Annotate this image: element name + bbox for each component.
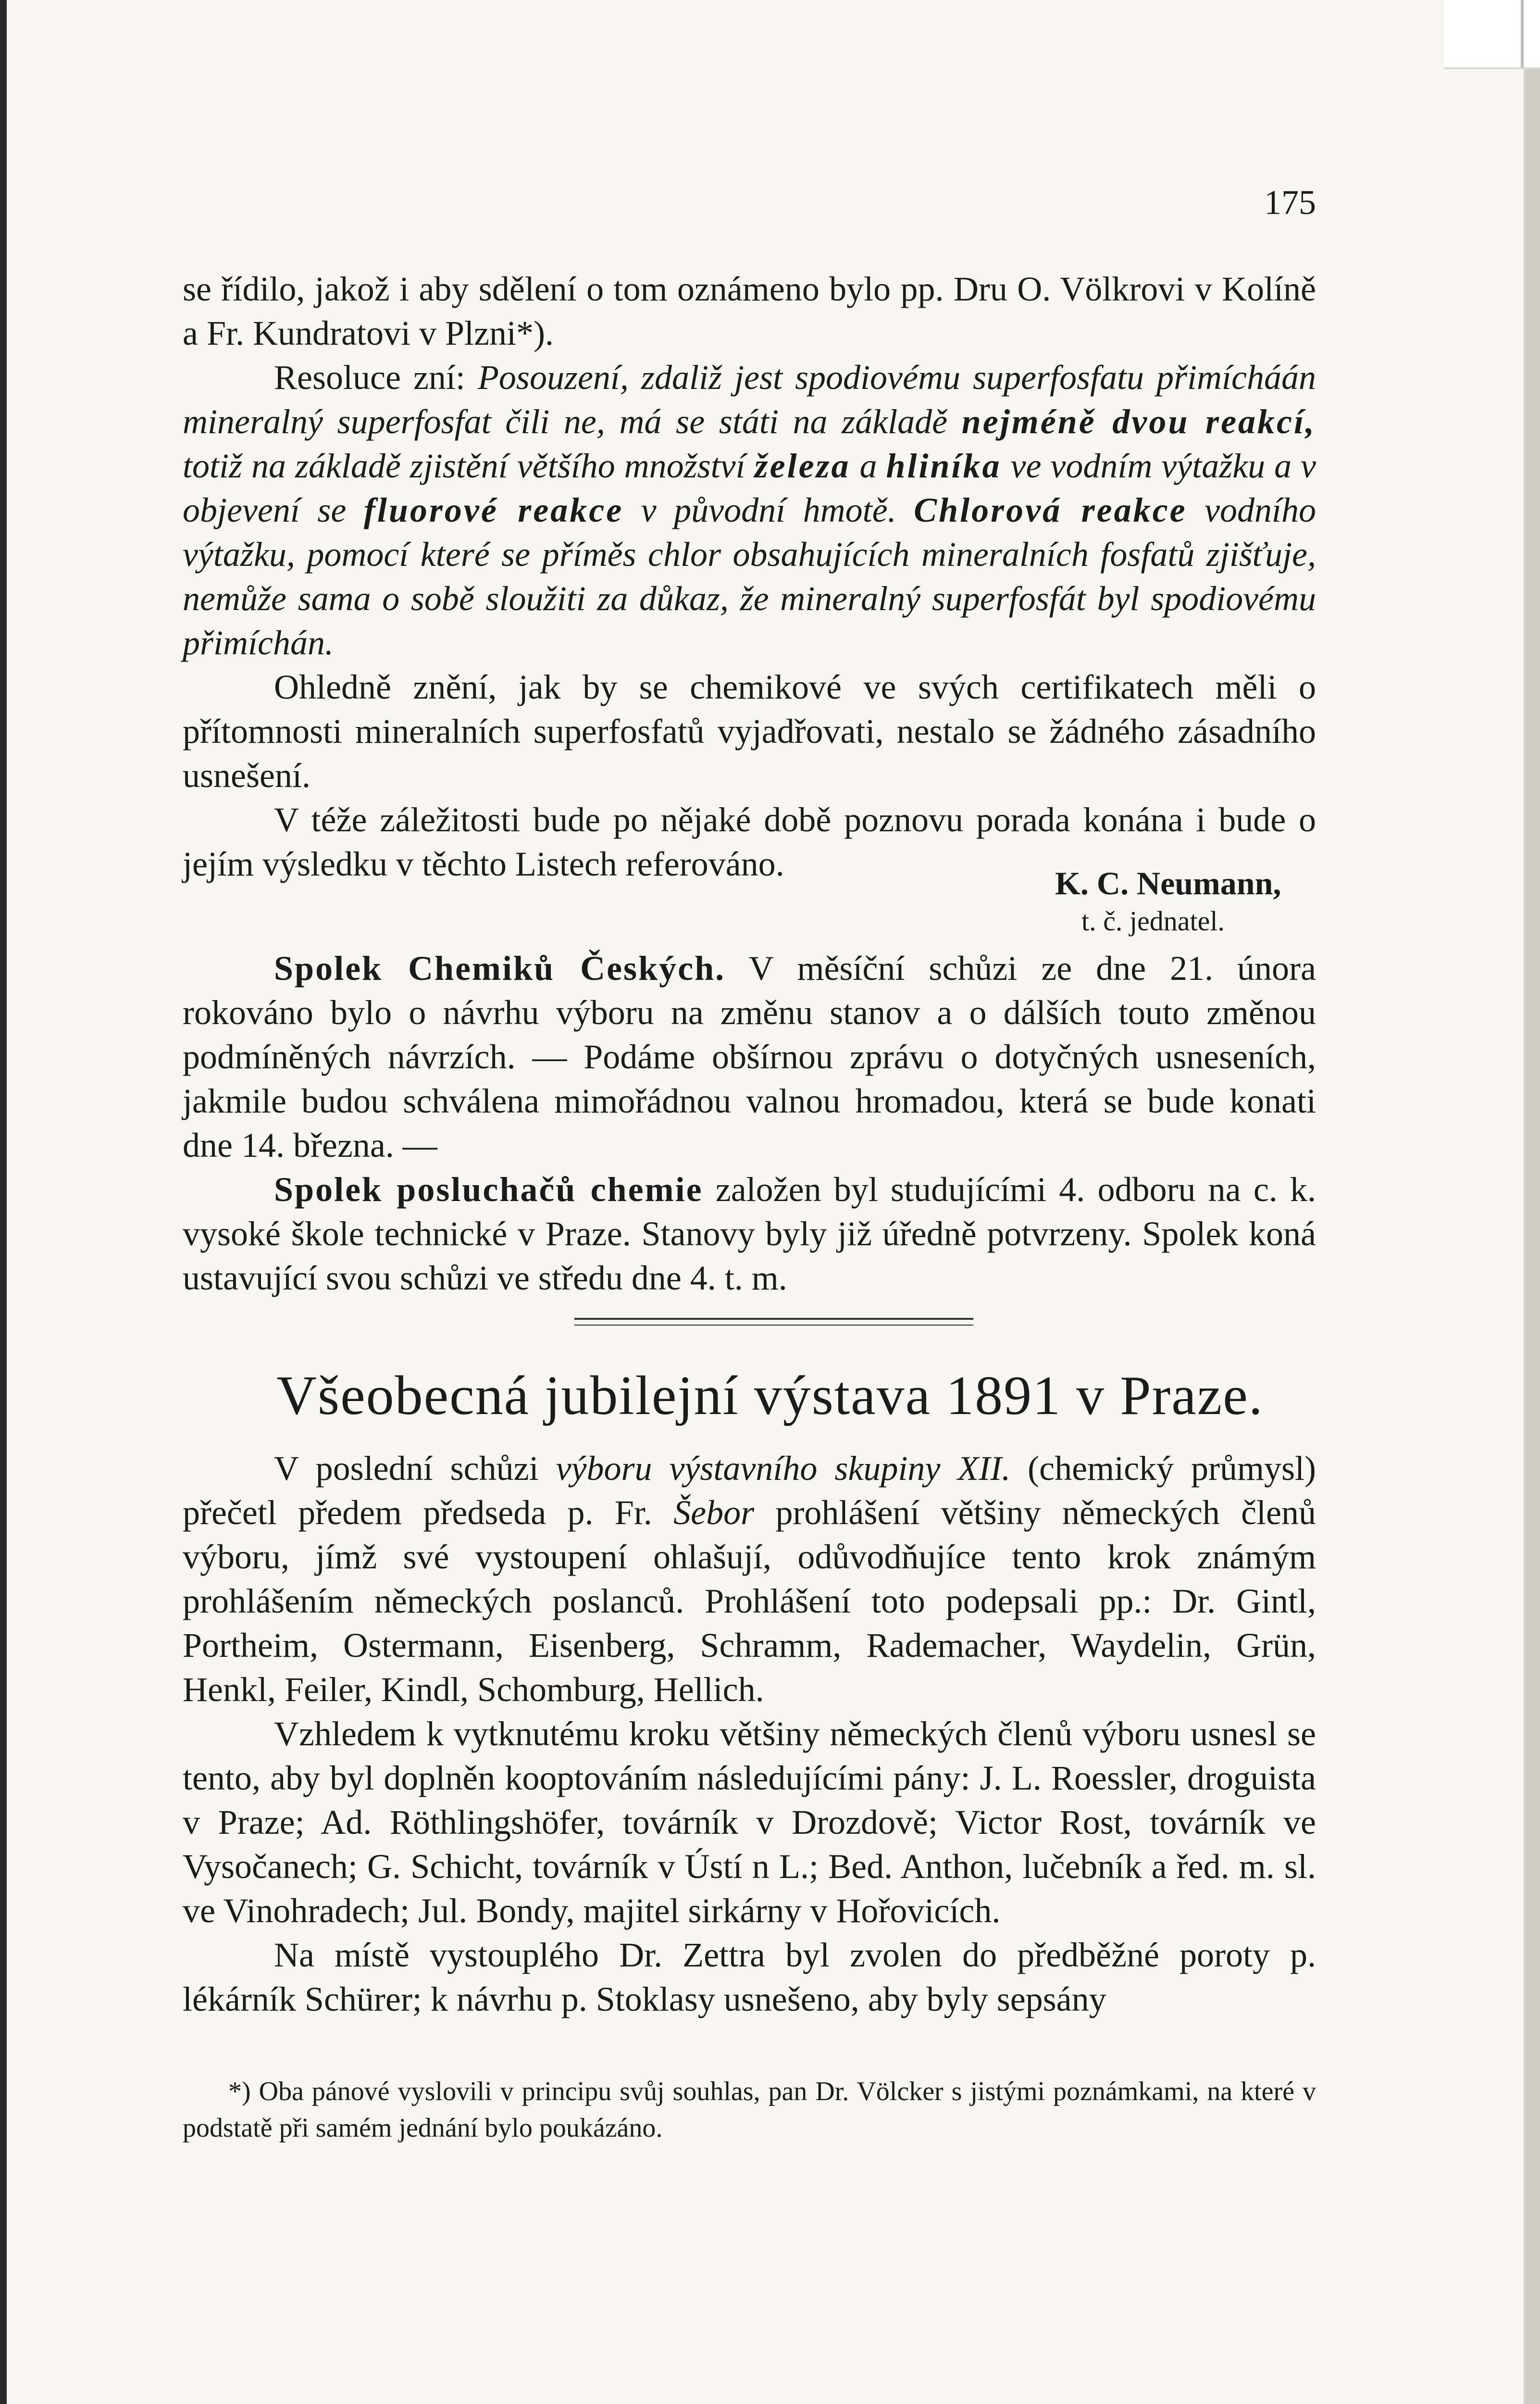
paragraph-jury: Na místě vystouplého Dr. Zettra byl zvolen do předběžné poroty p. lékárník Schürer; k návrhu p. Stoklasy usnešeno, aby byly sepsány	[183, 1936, 1316, 2018]
section-heading: Všeobecná jubilejní výstava 1891 v Praze.	[276, 1365, 1264, 1427]
society-text: V měsíční schůzi ze dne 21. února rokováno bylo o návrhu výboru na změnu stanov a o dálších touto změnou podmíněných návrzích. — Podáme obšírnou zprávu o dotyčných usneseních, jakmile budou schválena mimořádnou valnou hromadou, která se bude konati dne 14. března. —	[183, 949, 1316, 1164]
exhibition-text: (chemický průmysl) přečetl předem předseda p. Fr.	[183, 1449, 1316, 1532]
resolution-emphasis-fluorine: fluorové reakce	[363, 491, 624, 529]
exhibition-text: prohlášení většiny německých členů výboru, jímž své vystoupení ohlašují, odůvodňujíce tento krok známým prohlášením německých poslanců. Prohlášení toto podepsali pp.: Dr. Gintl, Portheim, Ostermann, Eisenberg, Schramm, Rademacher, Waydelin, Grün, Henkl, Feiler, Kindl, Schomburg, Hellich.	[183, 1493, 1316, 1709]
footnote: *) Oba pánové vyslovili v principu svůj souhlas, pan Dr. Völcker s jistými poznámkami, na které v podstatě při samém jednání bylo poukázáno.	[183, 2077, 1316, 2143]
resolution-text: vodního výtažku, pomocí které se příměs chlor obsahujících mineralních fosfatů zjišťuje, nemůže sama o sobě sloužiti za důkaz, že mineralný superfosfát byl spodiovému přimíchán.	[183, 491, 1316, 662]
page-number: 175	[1264, 183, 1316, 222]
body-text-societies	[183, 946, 1316, 1300]
resolution-emphasis-iron: železa	[754, 447, 851, 485]
body-text-exhibition	[183, 1446, 1316, 2021]
exhibition-text: V poslední schůzi	[274, 1449, 556, 1488]
society-text: založen byl studujícími 4. odboru na c. k. vysoké škole technické v Praze. Stanovy byly již úředně potvrzeny. Spolek koná ustavující svou schůzi ve středu dne 4. t. m.	[183, 1170, 1316, 1297]
committee-name: výboru výstavního skupiny XII.	[556, 1449, 1011, 1488]
paragraph-next-meeting: V téže záležitosti bude po nějaké době poznovu porada konána i bude o jejím výsledku v těchto Listech referováno.	[183, 801, 1316, 883]
resolution-text: v původní hmotě.	[623, 491, 914, 529]
paragraph-committee-meeting	[183, 1446, 1316, 1712]
resolution-text: Posouzení, zdaliž jest spodiovému superfosfatu přimícháán mineralný superfosfat čili ne, má se státi na základě	[183, 358, 1316, 441]
paragraph-certificates: Ohledně znění, jak by se chemikové ve svých certifikatech měli o přítomnosti mineralních superfosfatů vyjadřovati, nestalo se žádného zásadního usnešení.	[183, 668, 1316, 795]
resolution-emphasis-chlorine: Chlorová reakce	[914, 491, 1187, 529]
resolution-emphasis-aluminium: hliníka	[886, 447, 1002, 485]
society-name-chemists: Spolek Chemiků Českých.	[274, 949, 726, 988]
section-divider	[574, 1318, 973, 1326]
scan-left-edge	[0, 0, 7, 2404]
society-name-students: Spolek posluchačů chemie	[274, 1170, 703, 1209]
chairman-name: Šebor	[673, 1493, 755, 1532]
paragraph-resolution	[183, 355, 1316, 665]
paragraph-students-society	[183, 1167, 1316, 1300]
resolution-label: Resoluce zní:	[274, 358, 478, 397]
resolution-text: a	[850, 447, 886, 485]
signature-title: t. č. jednatel.	[1081, 905, 1225, 937]
body-text-top	[183, 267, 1316, 886]
paragraph-cooptation: Vzhledem k vytknutému kroku většiny německých členů výboru usnesl se tento, aby byl doplněn kooptováním následujícími pány: J. L. Roessler, droguista v Praze; Ad. Röthlingshöfer, továrník v Drozdově; Victor Rost, továrník ve Vysočanech; G. Schicht, továrník v Ústí n L.; Bed. Anthon, lučebník a řed. m. sl. ve Vinohradech; Jul. Bondy, majitel sirkárny v Hořovicích.	[183, 1715, 1316, 1930]
paragraph-intro: se řídilo, jakož i aby sdělení o tom oznámeno bylo pp. Dru O. Völkrovi v Kolíně a Fr. Kundratovi v Plzni*).	[183, 270, 1316, 352]
scan-right-edge	[1524, 0, 1540, 2404]
resolution-text: totiž na základě zjistění většího množství	[183, 447, 755, 485]
paragraph-czech-chemists	[183, 946, 1316, 1167]
resolution-emphasis-reactions: nejméně dvou reakcí,	[961, 402, 1316, 441]
scan-corner-mark	[1444, 0, 1540, 69]
signature-name: K. C. Neumann,	[1055, 865, 1281, 902]
resolution-text: ve vodním výtažku a v objevení se	[183, 447, 1316, 529]
